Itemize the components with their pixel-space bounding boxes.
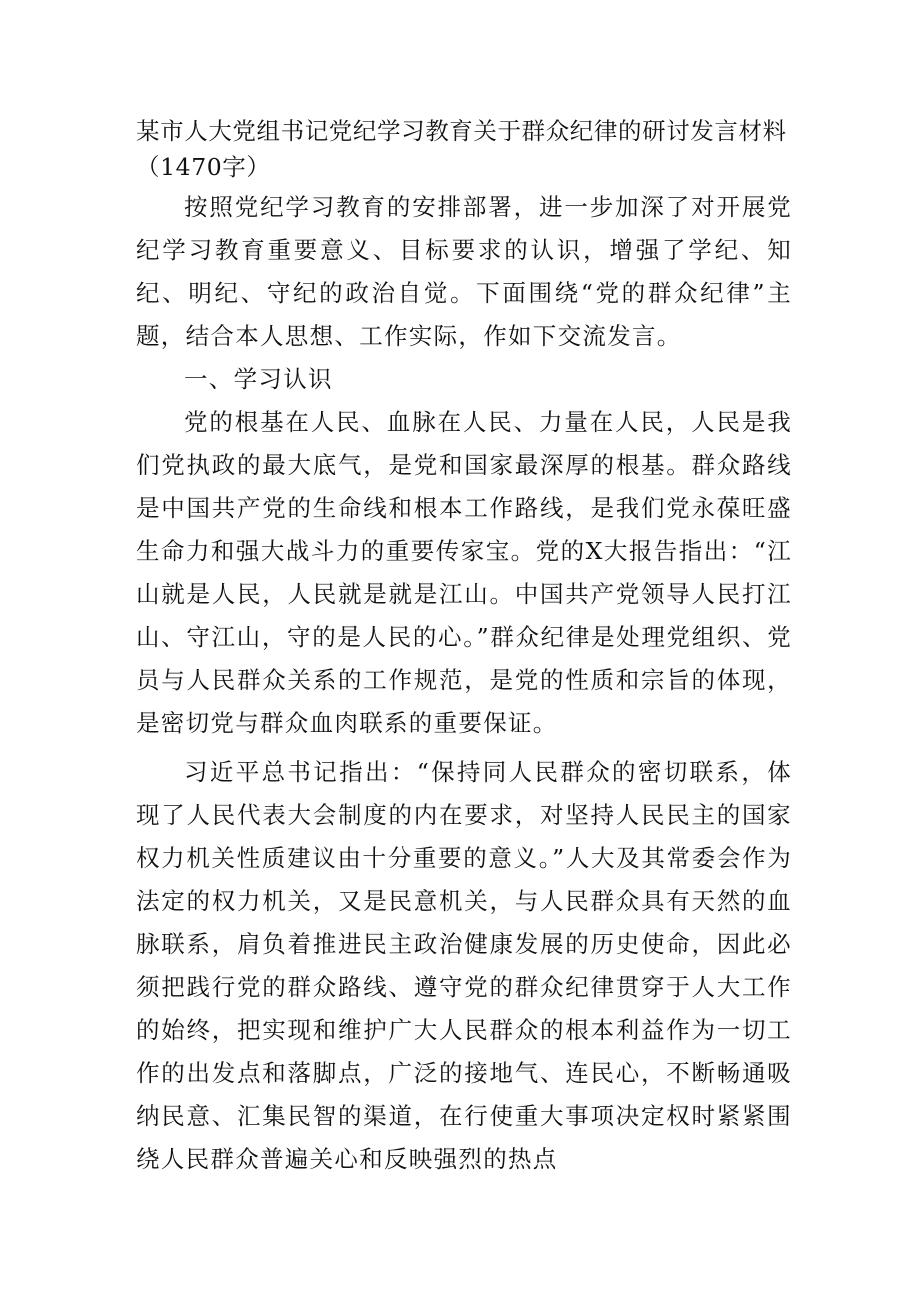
document-title: 某市人大党组书记党纪学习教育关于群众纪律的研讨发言材料（1470字） bbox=[136, 117, 787, 181]
intro-paragraph: 按照党纪学习教育的安排部署，进一步加深了对开展党纪学习教育重要意义、目标要求的认识，增强了学纪、知纪、明纪、守纪的政治自觉。下面围绕“党的群众纪律”主题，结合本人思想、工作实际，作如下交流发言。 bbox=[136, 193, 792, 350]
section-heading: 一、学习认识 bbox=[184, 365, 333, 393]
body-paragraph: 党的根基在人民、血脉在人民、力量在人民，人民是我们党执政的最大底气，是党和国家最深厚的根基。群众路线是中国共产党的生命线和根本工作路线，是我们党永葆旺盛生命力和强大战斗力的重要传家宝。党的X大报告指出：“江山就是人民，人民就是就是江山。中国共产党领导人民打江山、守江山，守的是人民的心。”群众纪律是处理党组织、党员与人民群众关系的工作规范，是党的性质和宗旨的体现，是密切党与群众血肉联系的重要保证。 bbox=[136, 408, 792, 737]
body-paragraph: 习近平总书记指出：“保持同人民群众的密切联系，体现了人民代表大会制度的内在要求，对坚持人民民主的国家权力机关性质建议由十分重要的意义。”人大及其常委会作为法定的权力机关，又是民意机关，与人民群众具有天然的血脉联系，肩负着推进民主政治健康发展的历史使命，因此必须把践行党的群众路线、遵守党的群众纪律贯穿于人大工作的始终，把实现和维护广大人民群众的根本利益作为一切工作的出发点和落脚点，广泛的接地气、连民心，不断畅通吸纳民意、汇集民智的渠道，在行使重大事项决定权时紧紧围绕人民群众普遍关心和反映强烈的热点 bbox=[136, 758, 792, 1173]
document-body bbox=[136, 113, 792, 1181]
